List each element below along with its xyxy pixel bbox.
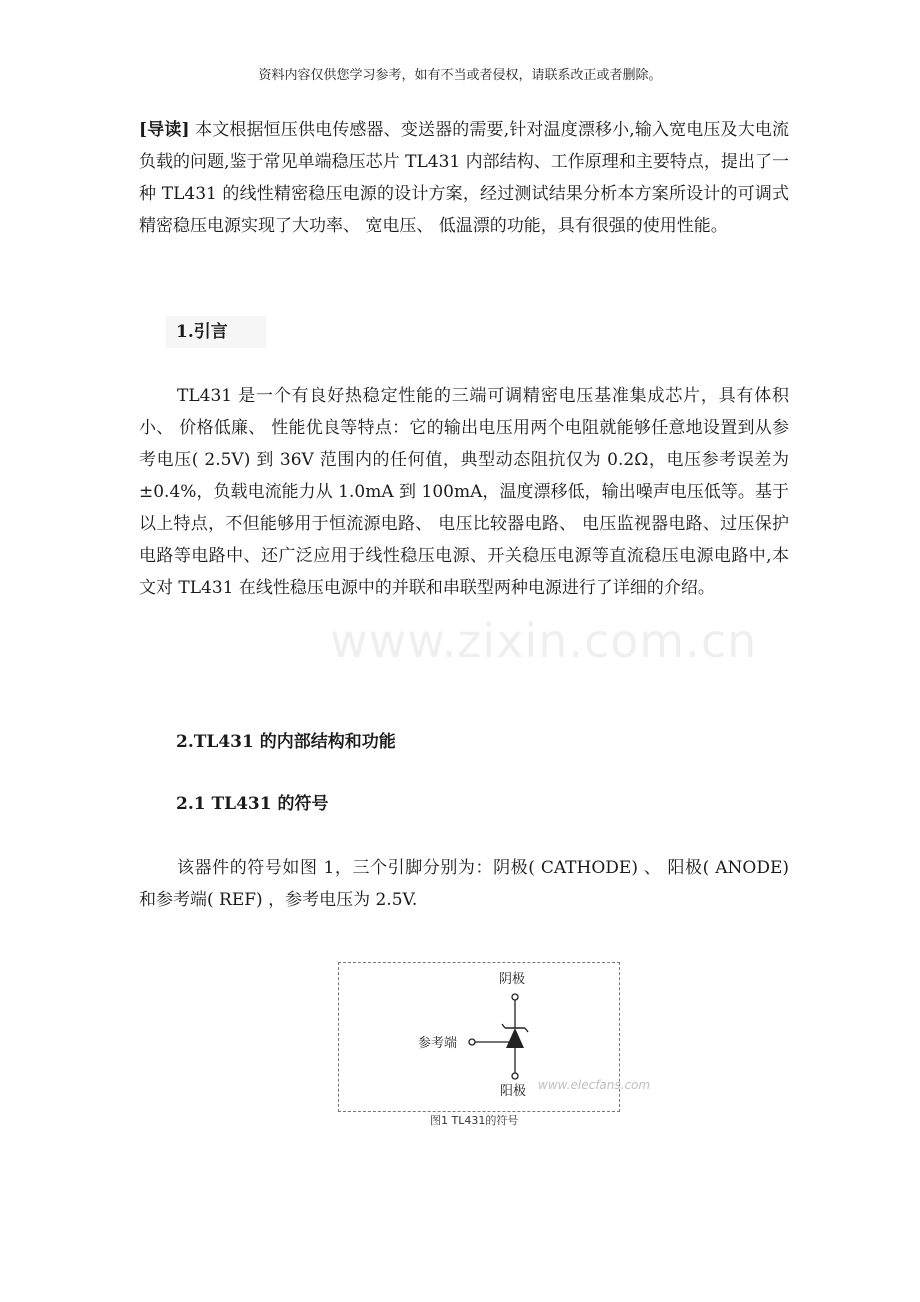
cathode-pin xyxy=(512,994,518,1000)
figure-watermark: www.elecfans.com xyxy=(538,1078,651,1092)
symbol-paragraph: 该器件的符号如图 1，三个引脚分别为：阴极( CATHODE) 、 阳极( ANODE) 和参考端( REF) ，参考电压为 2.5V. xyxy=(139,858,789,910)
subsection-heading-symbol: 2.1 TL431 的符号 xyxy=(176,794,329,814)
ref-label: 参考端 xyxy=(418,1036,458,1051)
copyright-notice: 资料内容仅供您学习参考，如有不当或者侵权，请联系改正或者删除。 xyxy=(258,68,662,83)
zener-bar-tail-left xyxy=(502,1024,505,1028)
zener-bar-tail-right xyxy=(525,1028,528,1032)
ref-pin xyxy=(469,1039,475,1045)
tl431-symbol-figure xyxy=(338,962,651,1127)
anode-pin xyxy=(512,1073,518,1079)
section-heading-structure: 2.TL431 的内部结构和功能 xyxy=(176,732,396,752)
page-watermark: www.zixin.com.cn xyxy=(330,614,758,668)
introduction-paragraph: TL431 是一个有良好热稳定性能的三端可调精密电压基准集成芯片，具有体积小、 价格低廉、 性能优良等特点：它的输出电压用两个电阻就能够任意地设置到从参考电压( 2.5V) 到 36V 范围内的任何值，典型动态阻抗仅为 0.2Ω，电压参考误差为±0.4%，负载电流能力从 1.0mA 到 100mA，温度漂移低，输出噪声电压低等。基于以上特点，不但能够用于恒流源电路、 电压比较器电路、 电压监视器电路、过压保护电路等电路中、还广泛应用于线性稳压电源、开关稳压电源等直流稳压电源电路中,本文对 TL431 在线性稳压电源中的并联和串联型两种电源进行了详细的介绍。 xyxy=(139,386,789,598)
section-heading-introduction: 1.引言 xyxy=(166,316,266,348)
diode-triangle xyxy=(506,1028,524,1048)
lead-paragraph xyxy=(139,114,789,242)
figure-caption: 图1 TL431的符号 xyxy=(430,1114,519,1127)
anode-label: 阳极 xyxy=(500,1084,527,1099)
lead-text: 本文根据恒压供电传感器、变送器的需要,针对温度漂移小,输入宽电压及大电流负载的问题,鉴于常见单端稳压芯片 TL431 内部结构、工作原理和主要特点，提出了一种 TL431 的线性精密稳压电源的设计方案，经过测试结果分析本方案所设计的可调式精密稳压电源实现了大功率、 宽电压、 低温漂的功能，具有很强的使用性能。 xyxy=(139,120,789,236)
lead-tag: [导读] xyxy=(139,120,190,140)
cathode-label: 阴极 xyxy=(499,972,526,987)
